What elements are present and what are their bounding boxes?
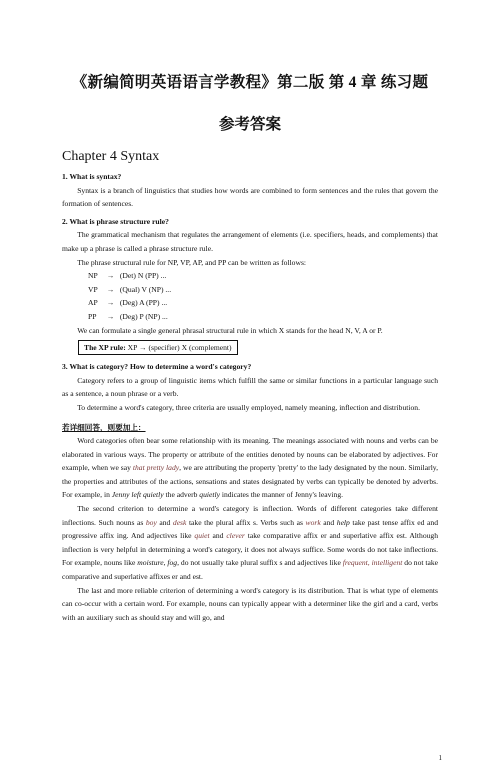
- rule-lhs: AP: [88, 298, 98, 308]
- phrase-rule: [62, 296, 438, 310]
- chapter-heading: Chapter 4 Syntax: [62, 149, 160, 164]
- rule-rhs: (Qual) V (NP) ...: [119, 284, 172, 294]
- example-phrase: Jenny left quietly: [111, 490, 164, 500]
- text-run: the adverb: [163, 490, 200, 500]
- answer-2-para-3: We can formulate a single general phrasal structural rule in which X stands for the head N, V, A or P.: [77, 325, 383, 335]
- text-run: Word categories often bear some relationship with its meaning. The meanings associated with nouns and verbs can be elaborated in various ways. The property or attribute of the entities denoted by nouns can be elaborated by adjectives. For example, when we say: [62, 436, 438, 473]
- text-run: and: [156, 517, 173, 527]
- text-run: take comparative affix er and superlative affix est. Although inflection is very helpful in determining a word's category, it does not always suffice. Some words do not take inflections. For example, nouns like: [62, 531, 439, 568]
- text-run: The second criterion to determine a word's category is inflection. Words of different categories take different inflections. Such nouns as: [62, 504, 438, 527]
- question-3: 3. What is category? How to determine a word's category?: [62, 362, 252, 372]
- rule-arrow: →: [106, 311, 115, 321]
- text-run: indicates the manner of Jenny's leaving.: [219, 490, 344, 500]
- xp-rule-box: [78, 340, 238, 355]
- answer-2-para-2: The phrase structural rule for NP, VP, AP, and PP can be written as follows:: [77, 257, 307, 267]
- rule-arrow: →: [106, 284, 115, 294]
- document-title: 《新编简明英语语言学教程》第二版 第 4 章 练习题: [71, 74, 429, 91]
- detail-para-inflection: [62, 502, 438, 584]
- rule-rhs: (Deg) A (PP) ...: [119, 298, 168, 308]
- rule-lhs: NP: [88, 271, 98, 281]
- text-run: and: [320, 517, 337, 527]
- text-run: and: [209, 531, 227, 541]
- question-2: 2. What is phrase structure rule?: [62, 216, 169, 226]
- example-word: desk: [172, 517, 187, 527]
- example-word: quiet: [194, 531, 210, 541]
- example-word: moisture, fog: [137, 558, 178, 568]
- phrase-rules-list: [62, 269, 438, 323]
- example-word: boy: [145, 517, 157, 527]
- text-run: do not take comparative and superlative affixes er and est.: [62, 558, 439, 582]
- detail-para-distribution: The last and more reliable criterion of determining a word's category is its distribution. That is what type of elements can co-occur with a certain word. For example, nouns can typically appear with a determiner like the girl and a card, verbs with an auxiliary such as should stay and will go, and: [62, 585, 438, 622]
- example-phrase: that pretty lady: [132, 463, 180, 473]
- rule-rhs: (Deg) P (NP) ...: [119, 311, 168, 321]
- phrase-rule: [62, 269, 438, 283]
- example-word: quietly: [199, 490, 220, 500]
- text-run: take the plural affix s. Verbs such as: [186, 517, 306, 527]
- example-word: frequent, intelligent: [342, 558, 403, 568]
- question-1: 1. What is syntax?: [62, 172, 122, 181]
- rule-lhs: PP: [88, 311, 97, 321]
- answer-1: Syntax is a branch of linguistics that studies how words are combined to form sentences and the rules that govern the formation of sentences.: [62, 185, 438, 209]
- answer-3-para-1: Category refers to a group of linguistic items which fulfill the same or similar functions in a particular language such as a sentence, a noun phrase or a verb.: [62, 375, 438, 399]
- detailed-answer-heading: 若详细回答，则要加上：: [62, 422, 146, 432]
- document-subtitle: 参考答案: [218, 116, 281, 133]
- xp-rule-formula: XP → (specifier) X (complement): [127, 343, 232, 353]
- answer-3-para-2: To determine a word's category, three criteria are usually employed, namely meaning, inflection and distribution.: [77, 402, 420, 412]
- document-page: [0, 70, 496, 772]
- answer-2-para-1: The grammatical mechanism that regulates the arrangement of elements (i.e. specifiers, heads, and complements) that make up a phrase is called a phrase structure rule.: [62, 230, 438, 253]
- detail-para-meaning: [62, 434, 438, 502]
- page-number: 1: [438, 754, 442, 762]
- xp-rule-label: The XP rule:: [84, 343, 126, 353]
- text-run: , we are attributing the property 'pretty' to the lady designated by the noun. Similarly, the properties and attributes of the actions, sensations and states designated by verbs can typically be denoted by adverbs. For example, in: [62, 463, 439, 500]
- example-word: clever: [226, 531, 245, 541]
- phrase-rule: [62, 283, 438, 297]
- example-word: work: [305, 517, 321, 527]
- rule-rhs: (Det) N (PP) ...: [119, 271, 167, 281]
- example-word: help: [336, 517, 350, 527]
- text-run: take past tense affix ed and progressive affix ing. And adjectives like: [62, 517, 438, 541]
- rule-arrow: →: [106, 271, 115, 281]
- phrase-rule: [62, 310, 438, 324]
- text-run: , do not usually take plural suffix s and adjectives like: [177, 558, 343, 568]
- rule-arrow: →: [106, 298, 115, 308]
- rule-lhs: VP: [88, 284, 98, 294]
